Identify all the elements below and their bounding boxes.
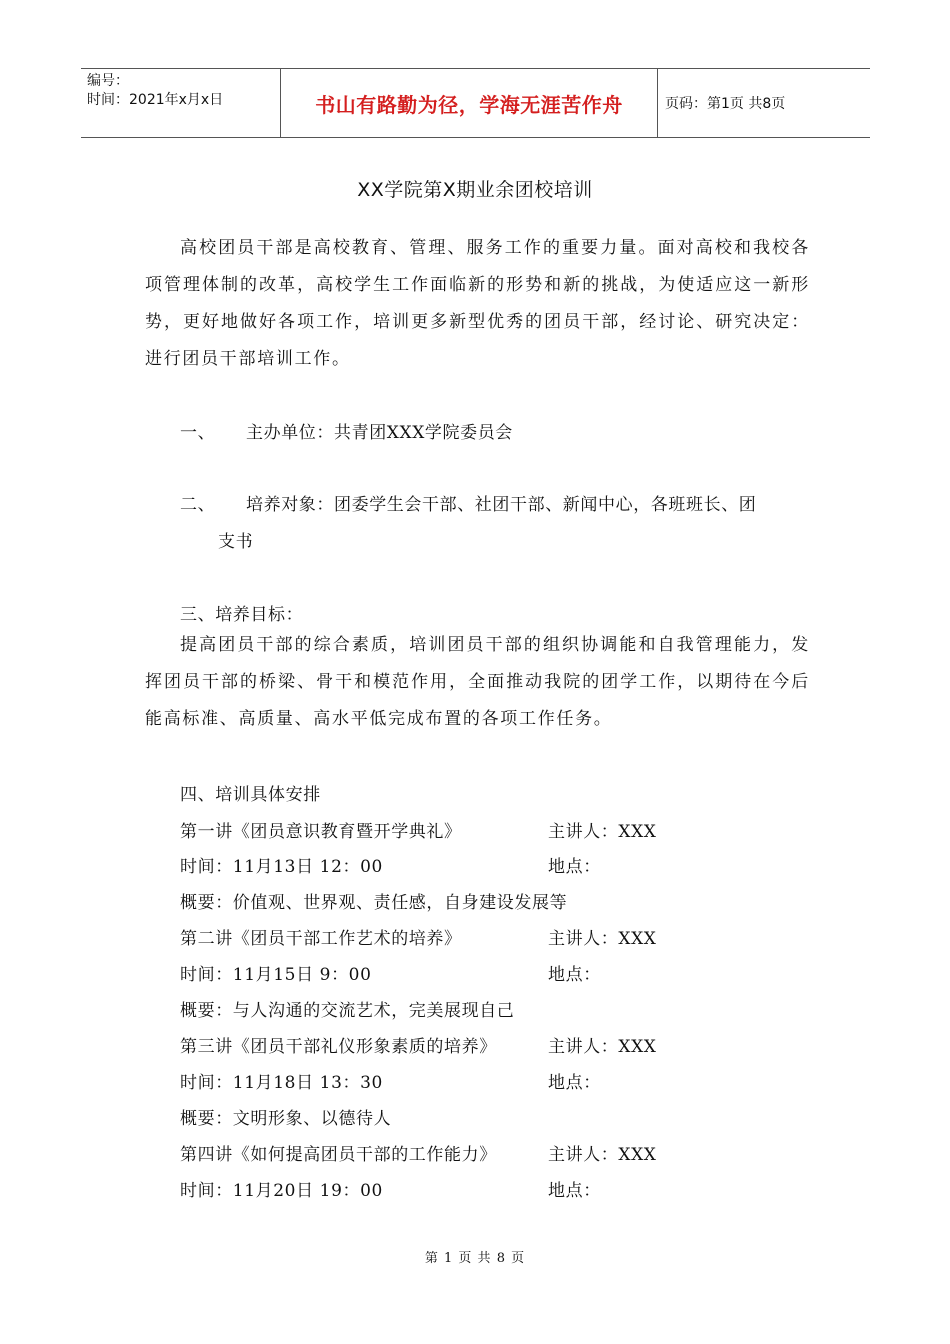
section-1-number: 一、 [180, 423, 216, 443]
header-left-cell [81, 69, 281, 137]
section-2-text-cont: 支书 [218, 532, 254, 552]
lecture-title: 第二讲《团员干部工作艺术的培养》 [180, 929, 462, 949]
lecture-time: 时间：11月18日 13：30 [180, 1073, 383, 1093]
motto: 书山有路勤为径，学海无涯苦作舟 [281, 69, 658, 137]
number-label: 编号： [87, 73, 129, 89]
lecture-title: 第四讲《如何提高团员干部的工作能力》 [180, 1145, 497, 1165]
intro-paragraph: 高校团员干部是高校教育、管理、服务工作的重要力量。面对高校和我校各项管理体制的改革，高校学生工作面临新的形势和新的挑战，为使适应这一新形势，更好地做好各项工作，培训更多新型优秀的团员干部，经讨论、研究决定：进行团员干部培训工作。 [145, 238, 810, 369]
lecture-title: 第一讲《团员意识教育暨开学典礼》 [180, 822, 462, 842]
document-title: XX学院第X期业余团校培训 [357, 179, 593, 201]
lecture-time: 时间：11月13日 12：00 [180, 857, 383, 877]
section-3-paragraph: 提高团员干部的综合素质，培训团员干部的组织协调能和自我管理能力，发挥团员干部的桥梁、骨干和模范作用，全面推动我院的团学工作，以期待在今后能高标准、高质量、高水平低完成布置的各项工作任务。 [145, 635, 810, 729]
page-footer: 第 1 页 共 8 页 [424, 1251, 526, 1266]
section-3-heading: 三、培养目标： [180, 605, 304, 625]
section-1-text: 主办单位：共青团XXX学院委员会 [246, 423, 513, 443]
lecture-title: 第三讲《团员干部礼仪形象素质的培养》 [180, 1037, 497, 1057]
section-4-heading: 四、培训具体安排 [180, 785, 321, 805]
lecture-place: 地点： [548, 857, 601, 877]
section-2-text: 培养对象：团委学生会干部、社团干部、新闻中心，各班班长、团 [246, 495, 757, 515]
section-2-number: 二、 [180, 495, 216, 515]
page-label: 页码：第1页 共8页 [665, 96, 786, 112]
lecture-speaker: 主讲人：XXX [548, 822, 657, 842]
lecture-place: 地点： [548, 965, 601, 985]
date-label: 时间：2021年x月x日 [87, 92, 224, 108]
lecture-summary: 概要：与人沟通的交流艺术，完美展现自己 [180, 1001, 515, 1021]
lecture-summary: 概要：文明形象、以德待人 [180, 1109, 392, 1129]
header-table [81, 68, 870, 138]
lecture-time: 时间：11月20日 19：00 [180, 1181, 383, 1201]
lecture-place: 地点： [548, 1073, 601, 1093]
lecture-summary: 概要：价值观、世界观、责任感，自身建设发展等 [180, 893, 568, 913]
lecture-place: 地点： [548, 1181, 601, 1201]
lecture-speaker: 主讲人：XXX [548, 929, 657, 949]
lecture-speaker: 主讲人：XXX [548, 1037, 657, 1057]
lecture-speaker: 主讲人：XXX [548, 1145, 657, 1165]
lecture-time: 时间：11月15日 9：00 [180, 965, 372, 985]
